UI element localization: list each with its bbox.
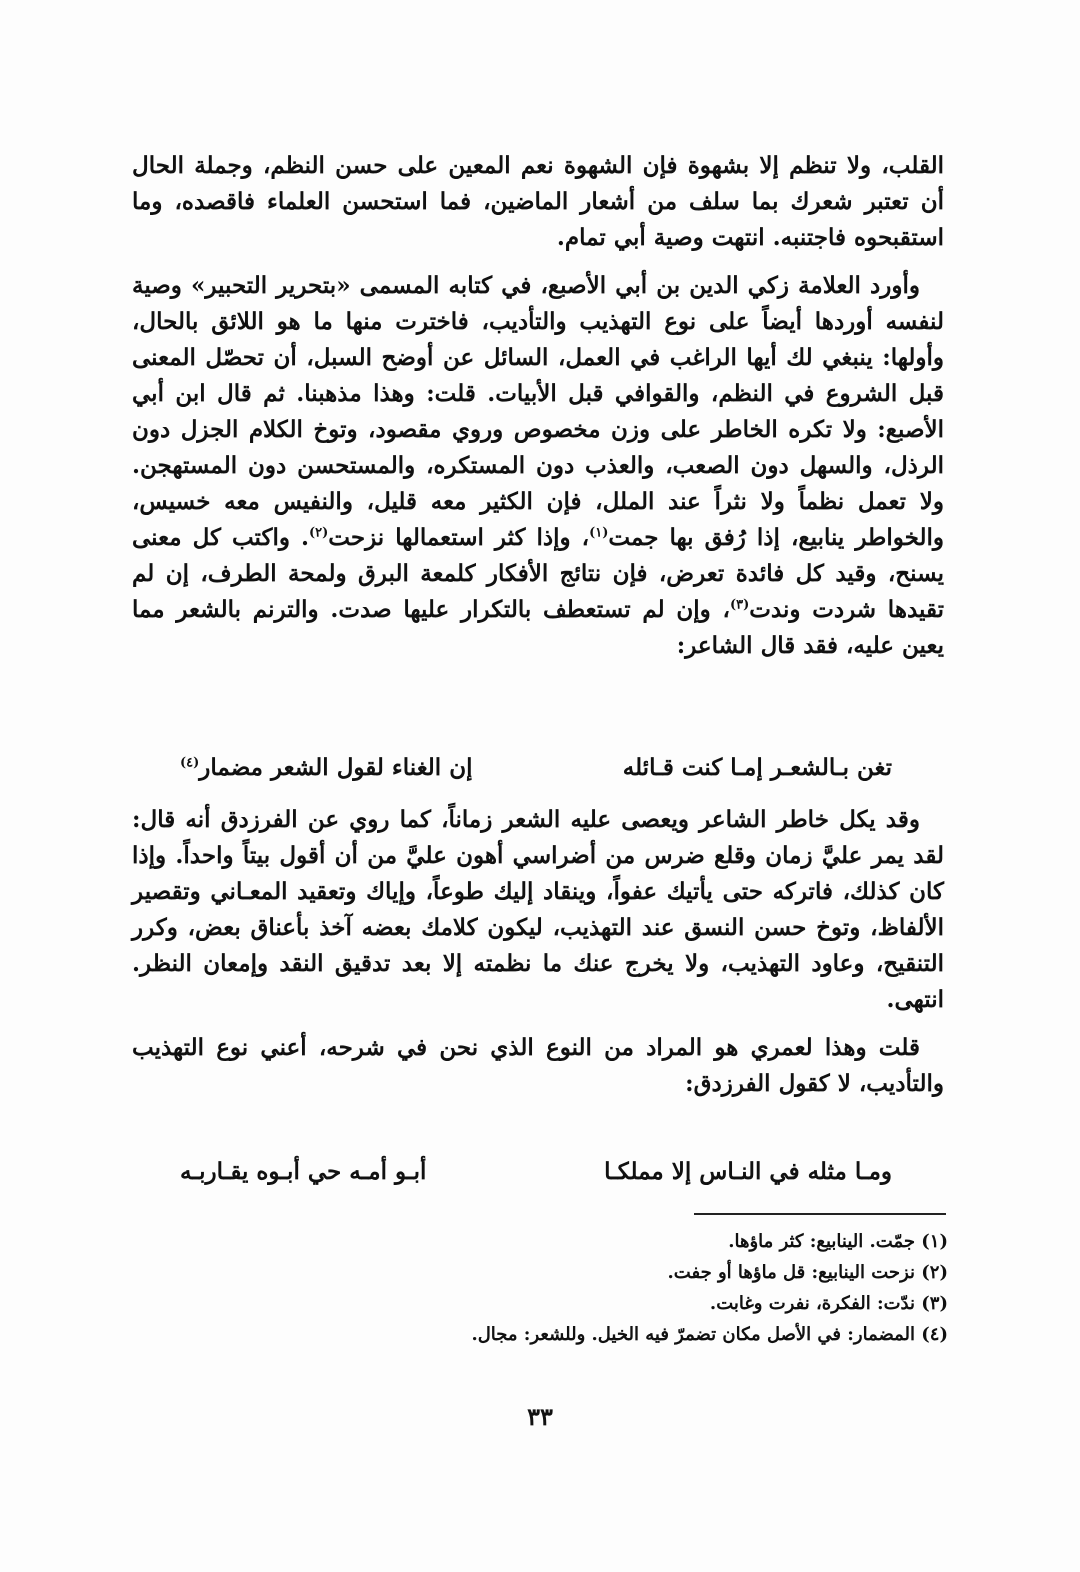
verse-2 xyxy=(180,1154,892,1190)
verse-1 xyxy=(180,750,892,786)
footnote-mark-1: (١) xyxy=(589,525,609,541)
paragraph-3: وقد يكل خاطر الشاعر ويعصى عليه الشعر زماناً، كما روي عن الفرزدق أنه قال: لقد يمر عليَّ زمان وقلع ضرس من أضراسي أهون عليَّ من أن أقول بيتاً واحداً. وإذا كان كذلك، فاتركه حتى يأتيك عفواً، وينقاد إليك طوعاً، وإياك وتعقيد المعـاني وتقصير الألفاظ، وتوخ حسن النسق عند التهذيب، ليكون كلامك بعضه آخذ بأعناق بعض، وكرر التنقيح، وعاود التهذيب، ولا يخرج عنك ما نظمته إلا بعد تدقيق النقد وإمعان النظر. انتهى. xyxy=(132,806,944,1013)
footnote-mark-2: (٢) xyxy=(309,525,329,541)
body-text-lower xyxy=(132,802,944,1102)
paragraph-2-part-3: . واكتب كل معنى يسنح، وقيد كل فائدة تعرض، فإن نتائج الأفكار كلمعة البرق ولمحة الطرف، إن لم تقيدها شردت وندت xyxy=(132,524,944,623)
footnote-4: (٤) المضمار: في الأصل مكان تضمرّ فيه الخيل. وللشعر: مجال. xyxy=(471,1324,948,1345)
verse-2-first-hemistich: ومـا مثله في النـاس إلا مملكـا xyxy=(604,1158,892,1185)
footnote-1: (١) جمّت. الينابيع: كثر ماؤها. xyxy=(728,1231,948,1252)
verse-1-second-hemistich xyxy=(180,750,472,786)
page-number: ٣٣ xyxy=(527,1402,553,1431)
footnote-mark-3: (٣) xyxy=(729,597,750,613)
paragraph-2-part-1: وأورد العلامة زكي الدين بن أبي الأصبع، في كتابه المسمى «بتحرير التحبير» وصية لنفسه أوردها أيضاً على نوع التهذيب والتأديب، فاخترت منها ما هو اللائق بالحال، وأولها: ينبغي لك أيها الراغب في العمل، السائل عن أوضح السبل، أن تحصّل المعنى قبل الشروع في النظم، والقوافي قبل الأبيات. قلت: وهذا مذهبنا. ثم قال ابن أبي الأصبع: ولا تكره الخاطر على وزن مخصوص وروي مقصود، وتوخ الكلام الجزل دون الرذل، والسهل دون الصعب، والعذب دون المستكره، والمستحسن دون المستهجن. ولا تعمل نظماً ولا نثراً عند الملل، فإن الكثير معه قليل، والنفيس معه خسيس، والخواطر ينابيع، إذا رُفق بها جمت xyxy=(132,272,944,551)
footnote-separator xyxy=(694,1213,946,1215)
verse-1-second-hemistich-text: إن الغناء لقول الشعر مضمار xyxy=(199,754,473,781)
footnote-2: (٢) نزحت الينابيع: قل ماؤها أو جفت. xyxy=(667,1262,948,1283)
footnote-3: (٣) ندّت: الفكرة، نفرت وغابت. xyxy=(709,1293,948,1314)
paragraph-2-part-2: ، وإذا كثر استعمالها نزحت xyxy=(328,524,590,551)
paragraph-4: قلت وهذا لعمري هو المراد من النوع الذي نحن في شرحه، أعني نوع التهذيب والتأديب، لا كقول الفرزدق: xyxy=(132,1034,944,1097)
paragraph-1: القلب، ولا تنظم إلا بشهوة فإن الشهوة نعم المعين على حسن النظم، وجملة الحال أن تعتبر شعرك بما سلف من أشعار الماضين، فما استحسن العلماء فاقصده، وما استقبحوه فاجتنبه. انتهت وصية أبي تمام. xyxy=(132,152,944,251)
body-text-upper xyxy=(132,148,944,664)
verse-1-first-hemistich: تغن بـالشعـر إمـا كنت قـائله xyxy=(622,754,892,781)
verse-2-second-hemistich: أبـو أمـه حي أبـوه يقـاربـه xyxy=(180,1158,427,1185)
paragraph-2 xyxy=(132,268,944,664)
paragraph-2-part-4: ، وإن لم تستعطف بالتكرار عليها صدت. والترنم بالشعر مما يعين عليه، فقد قال الشاعر: xyxy=(132,596,944,659)
footnotes xyxy=(300,1226,948,1350)
footnote-mark-4: (٤) xyxy=(180,755,200,771)
